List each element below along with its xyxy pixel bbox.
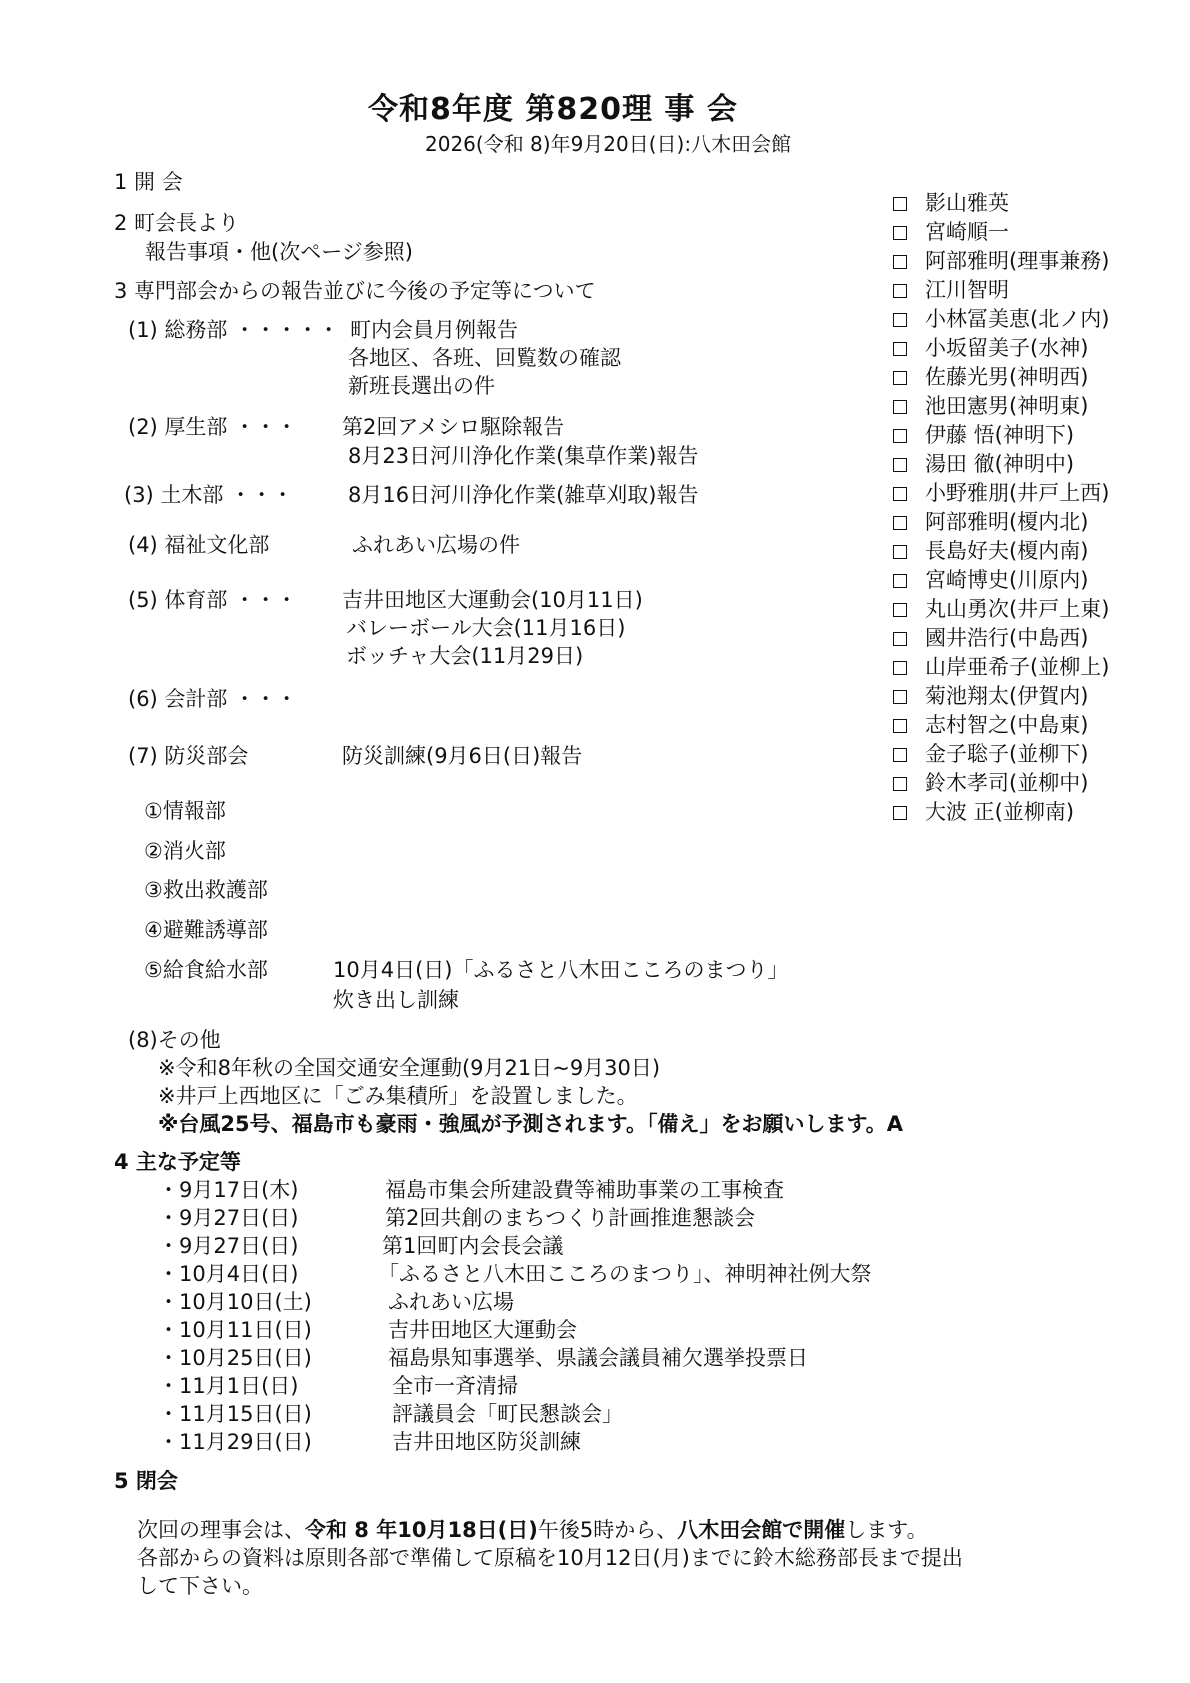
next-meeting-date: 令和 8 年10月18日(日): [305, 1518, 538, 1542]
attendee-item: [893, 773, 1088, 794]
schedule-date: ・10月25日(日): [158, 1346, 312, 1370]
dept-sports-line: バレーボール大会(11月16日): [346, 616, 626, 640]
checkbox-icon[interactable]: [893, 545, 907, 559]
page-title: 令和8年度 第820理 事 会: [368, 92, 738, 127]
attendee-item: [893, 628, 1088, 649]
schedule-date: ・9月27日(日): [158, 1206, 299, 1230]
schedule-date: ・9月27日(日): [158, 1234, 299, 1258]
checkbox-icon[interactable]: [893, 400, 907, 414]
dept-welfare-label: (2) 厚生部 ・・・: [128, 415, 298, 439]
attendee-item: [893, 454, 1074, 475]
checkbox-icon[interactable]: [893, 226, 907, 240]
attendee-item: [893, 802, 1074, 823]
attendee-item: [893, 715, 1088, 736]
checkbox-icon[interactable]: [893, 690, 907, 704]
attendee-item: [893, 686, 1088, 707]
other-note: ※井戸上西地区に「ごみ集積所」を設置しました。: [158, 1084, 638, 1108]
section-opening: 1 開 会: [114, 170, 183, 194]
section-chair-report-sub: 報告事項・他(次ページ参照): [145, 240, 413, 264]
schedule-date: ・11月29日(日): [158, 1430, 312, 1454]
attendee-item: [893, 193, 1009, 214]
schedule-date: ・11月15日(日): [158, 1402, 312, 1426]
dept-civil-line: 8月16日河川浄化作業(雑草刈取)報告: [348, 483, 699, 507]
dept-disaster-label: (7) 防災部会: [128, 744, 249, 768]
checkbox-icon[interactable]: [893, 255, 907, 269]
sub-unit-food-water-line: 炊き出し訓練: [333, 988, 459, 1012]
schedule-event: 福島県知事選挙、県議会議員補欠選挙投票日: [388, 1346, 808, 1370]
dept-welfare-line: 第2回アメシロ駆除報告: [342, 415, 565, 439]
attendee-item: [893, 309, 1109, 330]
dept-general-affairs-line: 各地区、各班、回覧数の確認: [348, 346, 621, 370]
checkbox-icon[interactable]: [893, 719, 907, 733]
checkbox-icon[interactable]: [893, 458, 907, 472]
attendee-name: 阿部雅明(榎内北): [925, 510, 1089, 534]
attendee-name: 湯田 徹(神明中): [925, 452, 1075, 476]
attendee-name: 小野雅朋(井戸上西): [925, 481, 1110, 505]
attendee-item: [893, 570, 1088, 591]
attendee-name: 大波 正(並柳南): [925, 800, 1075, 824]
dept-accounting-label: (6) 会計部 ・・・: [128, 687, 298, 711]
sub-unit-rescue: ③救出救護部: [144, 878, 268, 902]
attendee-name: 小坂留美子(水神): [925, 336, 1089, 360]
schedule-event: 全市一斉清掃: [392, 1374, 518, 1398]
schedule-date: ・11月1日(日): [158, 1374, 299, 1398]
dept-sports-line: ボッチャ大会(11月29日): [346, 644, 584, 668]
dept-sports-line: 吉井田地区大運動会(10月11日): [342, 588, 643, 612]
dept-sports-label: (5) 体育部 ・・・: [128, 588, 298, 612]
checkbox-icon[interactable]: [893, 777, 907, 791]
attendee-item: [893, 222, 1009, 243]
attendee-name: 山岸亜希子(並柳上): [925, 655, 1110, 679]
attendee-name: 江川智明: [925, 278, 1009, 302]
checkbox-icon[interactable]: [893, 429, 907, 443]
checkbox-icon[interactable]: [893, 806, 907, 820]
dept-general-affairs-label: (1) 総務部 ・・・・・: [128, 318, 340, 342]
sub-unit-fire: ②消火部: [144, 839, 226, 863]
attendee-name: 池田憲男(神明東): [925, 394, 1089, 418]
schedule-event: 福島市集会所建設費等補助事業の工事検査: [385, 1178, 784, 1202]
checkbox-icon[interactable]: [893, 313, 907, 327]
section-committee-reports: 3 専門部会からの報告並びに今後の予定等について: [114, 279, 596, 303]
section-closing: 5 閉会: [114, 1469, 178, 1493]
checkbox-icon[interactable]: [893, 371, 907, 385]
attendee-item: [893, 425, 1074, 446]
dept-general-affairs-line: 町内会員月例報告: [350, 318, 518, 342]
next-meeting-notice: [137, 1520, 928, 1541]
attendee-item: [893, 541, 1088, 562]
attendee-name: 菊池翔太(伊賀内): [925, 684, 1089, 708]
attendee-name: 阿部雅明(理事兼務): [925, 249, 1110, 273]
checkbox-icon[interactable]: [893, 661, 907, 675]
attendee-name: 丸山勇次(井戸上東): [925, 597, 1110, 621]
other-label: (8)その他: [128, 1028, 221, 1052]
attendee-item: [893, 657, 1109, 678]
checkbox-icon[interactable]: [893, 487, 907, 501]
section-chair-report: 2 町会長より: [114, 211, 240, 235]
next-meeting-time: 午後5時から、: [537, 1518, 678, 1542]
schedule-event: 「ふるさと八木田こころのまつり」、神明神社例大祭: [378, 1262, 872, 1286]
submission-notice-cont: して下さい。: [137, 1574, 263, 1598]
schedule-event: 吉井田地区防災訓練: [392, 1430, 581, 1454]
section-schedule: 4 主な予定等: [114, 1150, 241, 1174]
dept-disaster-line: 防災訓練(9月6日(日)報告: [342, 744, 583, 768]
sub-unit-food-water-line: 10月4日(日)「ふるさと八木田こころのまつり」: [333, 958, 789, 982]
attendee-item: [893, 367, 1088, 388]
schedule-event: 吉井田地区大運動会: [388, 1318, 577, 1342]
next-meeting-venue: 八木田会館で開催: [677, 1518, 846, 1542]
attendee-name: 長島好夫(榎内南): [925, 539, 1089, 563]
dept-culture-label: (4) 福祉文化部: [128, 533, 270, 557]
schedule-date: ・10月11日(日): [158, 1318, 312, 1342]
dept-general-affairs-line: 新班長選出の件: [348, 374, 495, 398]
attendee-name: 志村智之(中島東): [925, 713, 1089, 737]
schedule-event: 第1回町内会長会議: [382, 1234, 564, 1258]
other-note-warning: ※台風25号、福島市も豪雨・強風が予測されます。「備え」をお願いします。A: [158, 1112, 904, 1136]
checkbox-icon[interactable]: [893, 603, 907, 617]
meeting-date-venue: 2026(令和 8)年9月20日(日):八木田会館: [425, 132, 792, 156]
schedule-date: ・10月4日(日): [158, 1262, 299, 1286]
next-meeting-post: します。: [845, 1518, 928, 1542]
checkbox-icon[interactable]: [893, 632, 907, 646]
checkbox-icon[interactable]: [893, 197, 907, 211]
attendee-name: 佐藤光男(神明西): [925, 365, 1089, 389]
checkbox-icon[interactable]: [893, 748, 907, 762]
attendee-item: [893, 280, 1009, 301]
sub-unit-evacuation: ④避難誘導部: [144, 918, 268, 942]
dept-civil-label: (3) 土木部 ・・・: [124, 483, 294, 507]
attendee-name: 宮崎順一: [925, 220, 1009, 244]
next-meeting-pre: 次回の理事会は、: [137, 1518, 305, 1542]
schedule-date: ・9月17日(木): [158, 1178, 299, 1202]
dept-welfare-line: 8月23日河川浄化作業(集草作業)報告: [348, 444, 699, 468]
sub-unit-food-water: ⑤給食給水部: [144, 958, 268, 982]
attendee-name: 金子聡子(並柳下): [925, 742, 1089, 766]
attendee-name: 國井浩行(中島西): [925, 626, 1089, 650]
attendee-item: [893, 251, 1109, 272]
attendee-item: [893, 599, 1109, 620]
attendee-item: [893, 483, 1109, 504]
schedule-event: 評議員会「町民懇談会」: [392, 1402, 623, 1426]
checkbox-icon[interactable]: [893, 574, 907, 588]
checkbox-icon[interactable]: [893, 342, 907, 356]
attendee-name: 鈴木孝司(並柳中): [925, 771, 1089, 795]
schedule-event: 第2回共創のまちつくり計画推進懇談会: [385, 1206, 756, 1230]
checkbox-icon[interactable]: [893, 516, 907, 530]
attendee-name: 伊藤 悟(神明下): [925, 423, 1075, 447]
attendee-item: [893, 512, 1088, 533]
attendee-name: 宮崎博史(川原内): [925, 568, 1089, 592]
attendee-item: [893, 396, 1088, 417]
schedule-event: ふれあい広場: [388, 1290, 514, 1314]
other-note: ※令和8年秋の全国交通安全運動(9月21日~9月30日): [158, 1056, 661, 1080]
attendee-item: [893, 338, 1088, 359]
schedule-date: ・10月10日(土): [158, 1290, 312, 1314]
attendee-item: [893, 744, 1088, 765]
checkbox-icon[interactable]: [893, 284, 907, 298]
sub-unit-info: ①情報部: [144, 799, 226, 823]
submission-notice: 各部からの資料は原則各部で準備して原稿を10月12日(月)までに鈴木総務部長まで提出: [137, 1546, 963, 1570]
dept-culture-line: ふれあい広場の件: [352, 533, 520, 557]
attendee-name: 小林冨美恵(北ノ内): [925, 307, 1110, 331]
attendee-name: 影山雅英: [925, 191, 1009, 215]
